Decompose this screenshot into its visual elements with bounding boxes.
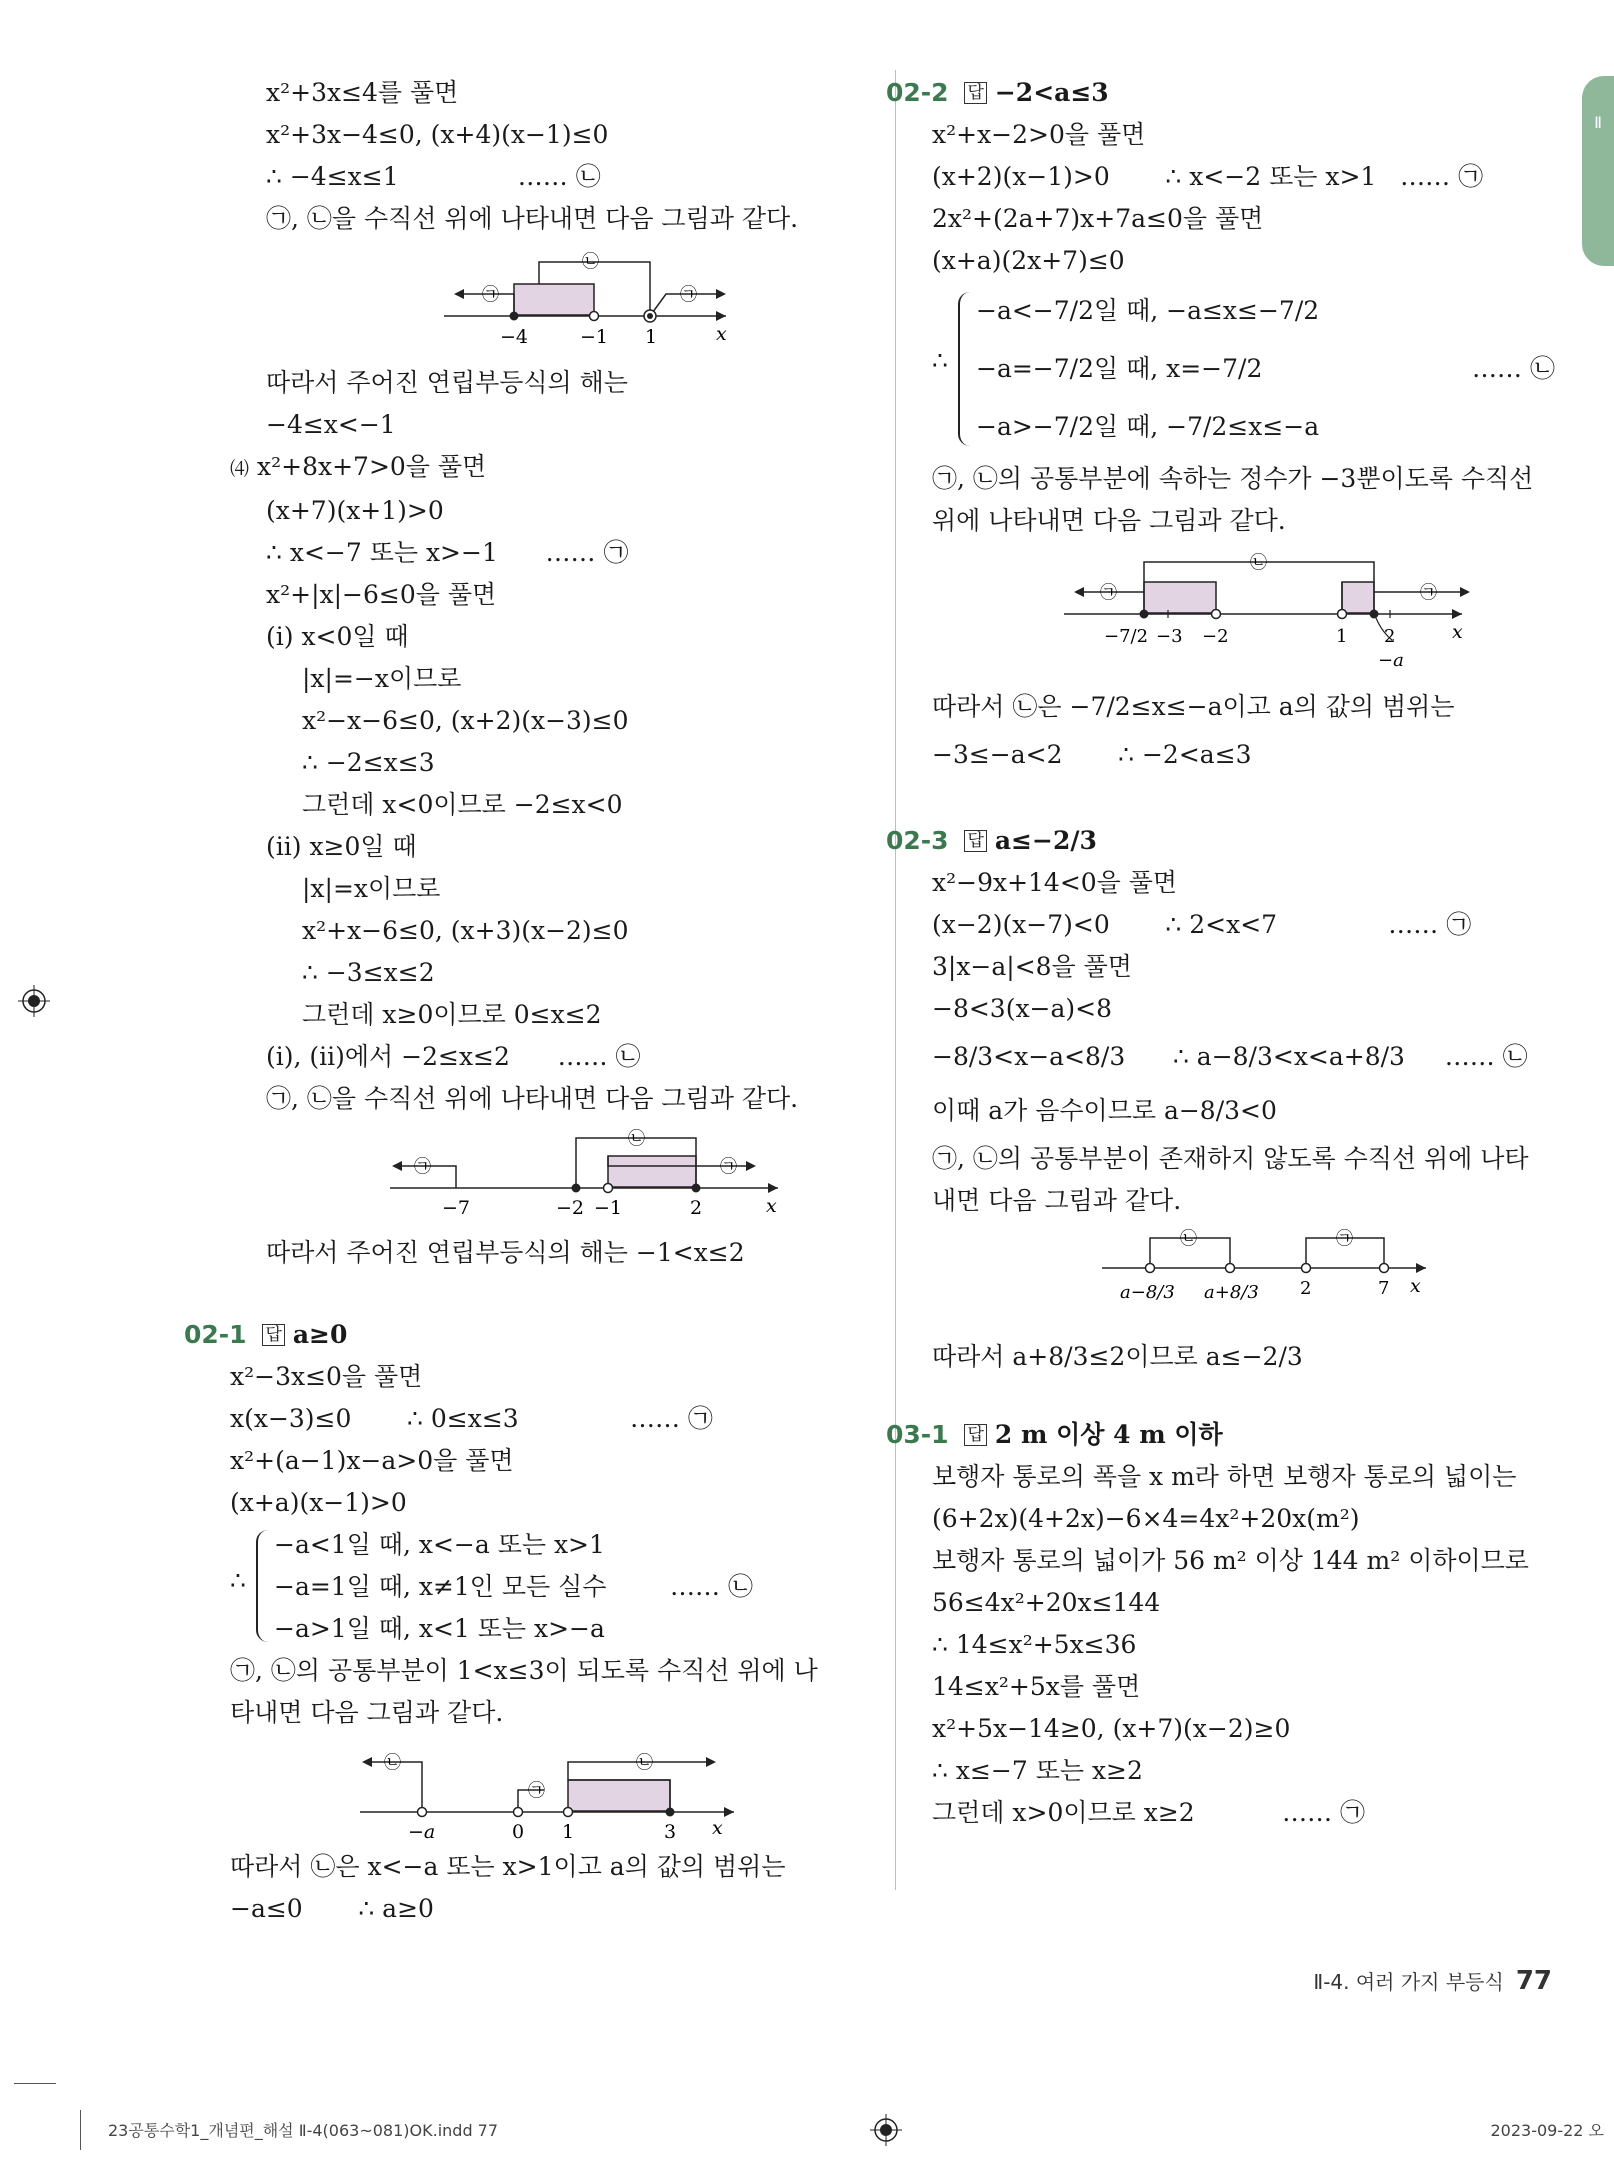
tick-label: 2 (690, 1197, 703, 1219)
text-line: 14≤x²+5x를 풀면 (932, 1672, 1141, 1701)
label-nieun: ㉡ (1250, 553, 1267, 573)
tick-label: −2 (1202, 626, 1229, 647)
case-line: −a=1일 때, x≠1인 모든 실수 (274, 1572, 607, 1601)
tick-label: 1 (562, 1821, 575, 1840)
text-line: 이때 a가 음수이므로 a−8/3<0 (932, 1096, 1277, 1125)
number-line-figure-1 (230, 246, 870, 356)
case-line: −a>1일 때, x<1 또는 x>−a (274, 1614, 605, 1643)
text-line: ∴ −2≤x≤3 (302, 748, 435, 777)
answer-box-label: 답 (964, 1424, 986, 1446)
text-line: (x+a)(2x+7)≤0 (932, 246, 1125, 275)
case-block-1 (230, 1524, 870, 1650)
answer-value: 2 m 이상 4 m 이하 (994, 1420, 1223, 1449)
text-line: −4≤x<−1 (266, 410, 396, 439)
text-line: ∴ x<−7 또는 x>−1 …… ㉠ (266, 538, 629, 567)
tick-label: 2 (1300, 1278, 1312, 1299)
axis-label: x (1410, 1275, 1421, 1297)
problem-number: 02-1 (184, 1320, 247, 1349)
text-line: |x|=−x이므로 (302, 664, 462, 693)
label-giyeok: ㉠ (528, 1781, 545, 1801)
tick-label: −7 (442, 1197, 471, 1219)
case-block-2 (932, 282, 1572, 458)
case-tag: …… ㉡ (670, 1572, 753, 1601)
label-giyeok: ㉠ (720, 1157, 737, 1177)
label-nieun: ㉡ (628, 1129, 645, 1149)
text-line: ∴ −3≤x≤2 (302, 958, 435, 987)
label-nieun: ㉡ (384, 1753, 401, 1773)
text-line: 따라서 ㉡은 x<−a 또는 x>1이고 a의 값의 범위는 (230, 1852, 786, 1881)
text-line: x²−9x+14<0을 풀면 (932, 868, 1178, 897)
text-line: −8/3<x−a<8/3 ∴ a−8/3<x<a+8/3 …… ㉡ (932, 1042, 1528, 1071)
label-giyeok: ㉠ (1336, 1229, 1353, 1249)
text-line-content: x²+8x+7>0을 풀면 (257, 452, 487, 481)
item-label: ⑷ (230, 458, 250, 480)
label-nieun: ㉡ (636, 1753, 653, 1773)
tick-label: 7 (1378, 1278, 1390, 1299)
text-line: (i) x<0일 때 (266, 622, 409, 651)
tick-label: −2 (556, 1197, 585, 1219)
text-line: ㉠, ㉡을 수직선 위에 나타내면 다음 그림과 같다. (266, 1084, 799, 1113)
text-line: ㉠, ㉡을 수직선 위에 나타내면 다음 그림과 같다. (266, 204, 799, 233)
problem-number: 02-2 (886, 78, 949, 107)
text-line: (x−2)(x−7)<0 ∴ 2<x<7 …… ㉠ (932, 910, 1472, 939)
text-line: 그런데 x≥0이므로 0≤x≤2 (302, 1000, 602, 1029)
page-number: 77 (1515, 1966, 1552, 1996)
text-line: 내면 다음 그림과 같다. (932, 1186, 1182, 1215)
text-line: x²+x−2>0을 풀면 (932, 120, 1146, 149)
chapter-name: Ⅱ-4. 여러 가지 부등식 (1313, 1970, 1504, 1994)
text-line: (x+7)(x+1)>0 (266, 496, 444, 525)
therefore-symbol: ∴ (932, 346, 948, 375)
text-line: 3|x−a|<8을 풀면 (932, 952, 1132, 981)
label-giyeok: ㉠ (1420, 583, 1437, 603)
answer-value: −2<a≤3 (994, 78, 1109, 107)
text-line: ∴ 14≤x²+5x≤36 (932, 1630, 1137, 1659)
text-line: x²+(a−1)x−a>0을 풀면 (230, 1446, 514, 1475)
tick-label: −7/2 (1104, 626, 1149, 647)
text-line: x²+|x|−6≤0을 풀면 (266, 580, 497, 609)
text-line: 따라서 주어진 연립부등식의 해는 −1<x≤2 (266, 1238, 745, 1267)
problem-number: 02-3 (886, 826, 949, 855)
text-line: x²+x−6≤0, (x+3)(x−2)≤0 (302, 916, 629, 945)
answer-box-label: 답 (964, 82, 986, 104)
text-line: 그런데 x>0이므로 x≥2 …… ㉠ (932, 1798, 1366, 1827)
text-line: 타내면 다음 그림과 같다. (230, 1698, 504, 1727)
text-line: (6+2x)(4+2x)−6×4=4x²+20x(m²) (932, 1504, 1360, 1533)
tick-label: 2 (1384, 626, 1396, 647)
label-nieun: ㉡ (582, 252, 599, 272)
trim-mark (80, 2110, 81, 2150)
case-line: −a>−7/2일 때, −7/2≤x≤−a (976, 412, 1320, 441)
axis-label: x (712, 1817, 723, 1839)
label-giyeok: ㉠ (482, 285, 499, 305)
label-nieun: ㉡ (1180, 1229, 1197, 1249)
axis-label: x (716, 323, 727, 345)
number-line-figure-5 (932, 1228, 1572, 1324)
text-line: 그런데 x<0이므로 −2≤x<0 (302, 790, 623, 819)
text-line: 보행자 통로의 폭을 x m라 하면 보행자 통로의 넓이는 (932, 1462, 1517, 1491)
tick-label: −1 (594, 1197, 623, 1219)
text-line: ㉠, ㉡의 공통부분이 존재하지 않도록 수직선 위에 나타 (932, 1144, 1529, 1173)
tick-label: 1 (645, 326, 658, 348)
axis-label: x (1452, 621, 1463, 643)
text-line: x(x−3)≤0 ∴ 0≤x≤3 …… ㉠ (230, 1404, 713, 1433)
answer-value: a≥0 (292, 1320, 348, 1349)
file-date: 2023-09-22 오 (1490, 2121, 1604, 2140)
text-line: 56≤4x²+20x≤144 (932, 1588, 1161, 1617)
case-tag: …… ㉡ (1472, 354, 1555, 383)
answer-value: a≤−2/3 (994, 826, 1097, 855)
label-giyeok: ㉠ (680, 285, 697, 305)
tick-label: −a (408, 1821, 436, 1840)
tick-label: 1 (1336, 626, 1348, 647)
text-line: 따라서 ㉡은 −7/2≤x≤−a이고 a의 값의 범위는 (932, 692, 1455, 721)
case-lines (976, 282, 1319, 456)
text-line: x²+3x≤4를 풀면 (266, 78, 459, 107)
case-line: −a=−7/2일 때, x=−7/2 (976, 354, 1263, 383)
text-line: x²+5x−14≥0, (x+7)(x−2)≥0 (932, 1714, 1291, 1743)
answer-box-label: 답 (262, 1324, 284, 1346)
text-line: 보행자 통로의 넓이가 56 m² 이상 144 m² 이하이므로 (932, 1546, 1529, 1575)
brace (958, 292, 974, 446)
tick-label: −1 (580, 326, 609, 348)
case-lines (274, 1524, 606, 1650)
trim-mark (14, 2083, 56, 2084)
text-line: (i), (ii)에서 −2≤x≤2 …… ㉡ (266, 1042, 641, 1071)
brace (256, 1530, 272, 1642)
text-line: 위에 나타내면 다음 그림과 같다. (932, 506, 1286, 535)
case-line: −a<−7/2일 때, −a≤x≤−7/2 (976, 296, 1320, 325)
page-footer-chapter (1313, 1966, 1552, 1996)
tick-label: −4 (500, 326, 529, 348)
answer-header-02-1 (184, 1314, 870, 1356)
text-line: (ii) x≥0일 때 (266, 832, 417, 861)
text-line: 따라서 a+8/3≤2이므로 a≤−2/3 (932, 1342, 1303, 1371)
text-line: −a≤0 ∴ a≥0 (230, 1894, 434, 1923)
registration-mark-icon (18, 985, 50, 1017)
answer-box-label: 답 (964, 830, 986, 852)
chapter-tab-label: Ⅱ (1594, 113, 1602, 132)
registration-mark-icon (870, 2114, 902, 2146)
text-line: ㉠, ㉡의 공통부분이 1<x≤3이 되도록 수직선 위에 나 (230, 1656, 818, 1685)
text-line: 따라서 주어진 연립부등식의 해는 (266, 368, 628, 397)
answer-header-03-1 (886, 1414, 1572, 1456)
label-giyeok: ㉠ (1100, 583, 1117, 603)
label-giyeok: ㉠ (414, 1157, 431, 1177)
text-line: ∴ x≤−7 또는 x≥2 (932, 1756, 1143, 1785)
text-line: −3≤−a<2 ∴ −2<a≤3 (932, 740, 1252, 769)
tick-label: a+8/3 (1204, 1282, 1259, 1303)
text-line: −8<3(x−a)<8 (932, 994, 1113, 1023)
tick-label: 3 (664, 1821, 677, 1840)
tick-label: −a (1378, 650, 1404, 671)
left-column (184, 72, 870, 1930)
file-info: 23공통수학1_개념편_해설 Ⅱ-4(063~081)OK.indd 77 (108, 2121, 499, 2140)
text-line: 2x²+(2a+7)x+7a≤0을 풀면 (932, 204, 1264, 233)
text-line: ∴ −4≤x≤1 …… ㉡ (266, 162, 601, 191)
therefore-symbol: ∴ (230, 1566, 246, 1595)
text-line: x²−x−6≤0, (x+2)(x−3)≤0 (302, 706, 629, 735)
answer-header-02-2 (886, 72, 1572, 114)
case-line: −a<1일 때, x<−a 또는 x>1 (274, 1530, 605, 1559)
axis-label: x (766, 1195, 777, 1217)
text-line (230, 446, 870, 490)
text-line: x²−3x≤0을 풀면 (230, 1362, 423, 1391)
number-line-figure-2 (230, 1126, 870, 1226)
tick-label: −3 (1156, 626, 1183, 647)
problem-number: 03-1 (886, 1420, 949, 1449)
answer-header-02-3 (886, 820, 1572, 862)
text-line: (x+a)(x−1)>0 (230, 1488, 407, 1517)
column-divider (895, 70, 896, 1890)
text-line: ㉠, ㉡의 공통부분에 속하는 정수가 −3뿐이도록 수직선 (932, 464, 1534, 493)
text-line: x²+3x−4≤0, (x+4)(x−1)≤0 (266, 120, 609, 149)
chapter-side-tab (1582, 76, 1614, 266)
right-column (886, 72, 1572, 1834)
text-line: |x|=x이므로 (302, 874, 441, 903)
text-line: (x+2)(x−1)>0 ∴ x<−2 또는 x>1 …… ㉠ (932, 162, 1484, 191)
number-line-figure-4 (932, 548, 1572, 674)
tick-label: 0 (512, 1821, 525, 1840)
number-line-figure-3 (230, 1740, 870, 1840)
tick-label: a−8/3 (1120, 1282, 1175, 1303)
